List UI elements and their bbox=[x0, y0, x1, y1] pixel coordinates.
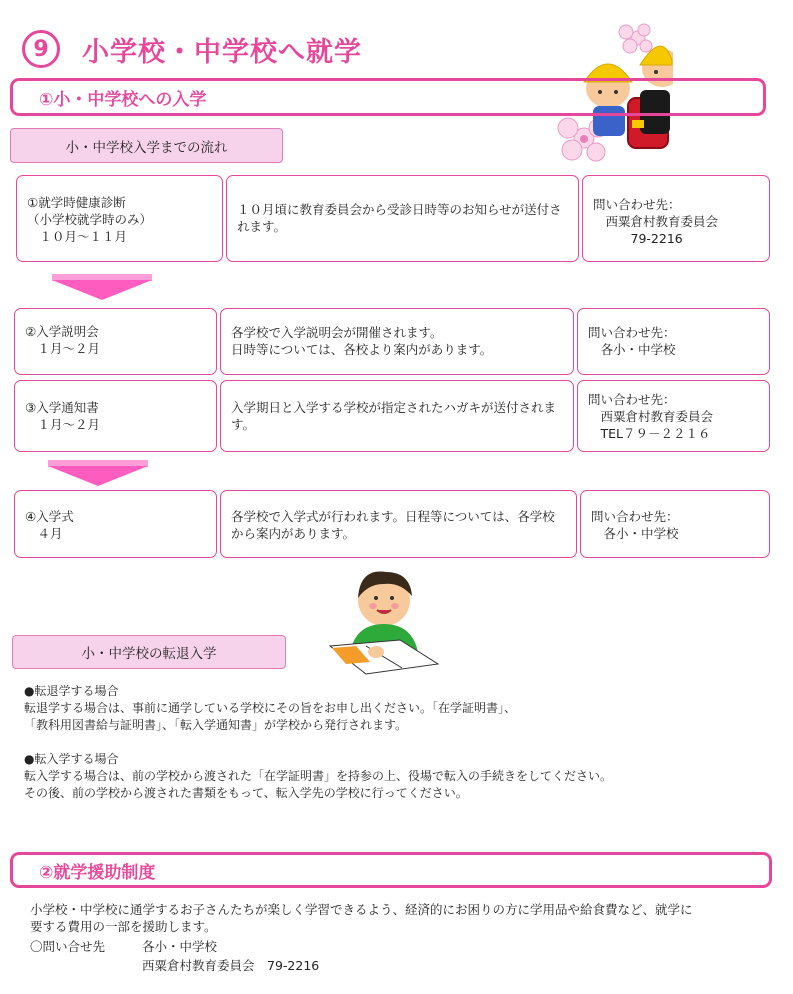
row4-description: 各学校で入学式が行われます。日程等については、各学校から案内があります。 bbox=[220, 490, 577, 558]
row1-description: １０月頃に教育委員会から受診日時等のお知らせが送付されます。 bbox=[226, 175, 579, 262]
row4-contact: 問い合わせ先： 各小・中学校 bbox=[580, 490, 770, 558]
row4-step: ④入学式 ４月 bbox=[14, 490, 217, 558]
section-number-badge bbox=[22, 30, 60, 68]
row3-contact: 問い合わせ先： 西粟倉村教育委員会 TEL７９－２２１６ bbox=[577, 380, 770, 452]
transfer-text: ●転退学する場合 転退学する場合は、事前に通学している学校にその旨をお申し出ください。「在学証明書」、 「教科用図書給与証明書」、「転入学通知書」が学校から発行されます。 ●転入学する場合 転入学する場合は、前の学校から渡された「在学証明書」を持参の上、役場で転入の手続きをしてください。 その後、前の学校から渡された書類をもって、転入学先の学校に行ってください。 bbox=[24, 684, 613, 800]
row2-contact: 問い合わせ先： 各小・中学校 bbox=[577, 308, 770, 375]
row1-contact: 問い合わせ先： 西粟倉村教育委員会 79-2216 bbox=[582, 175, 770, 262]
flow-subheading: 小・中学校入学までの流れ bbox=[10, 128, 283, 163]
transfer-subheading: 小・中学校の転退入学 bbox=[12, 635, 286, 669]
studying-boy-illustration bbox=[326, 562, 444, 680]
flow-arrow-down-icon bbox=[48, 466, 148, 486]
page-title: 小学校・中学校へ就学 bbox=[82, 37, 362, 68]
row2-step: ②入学説明会 １月～２月 bbox=[14, 308, 217, 375]
flow-arrow-down-icon bbox=[52, 280, 152, 300]
support-text: 小学校・中学校に通学するお子さんたちが楽しく学習できるよう、経済的にお困りの方に学用品や給食費など、就学に 要する費用の一部を援助します。 bbox=[30, 902, 693, 934]
row1-step: ①就学時健康診断 （小学校就学時のみ） １０月～１１月 bbox=[16, 175, 223, 262]
support-contact-schools: 各小・中学校 bbox=[142, 939, 218, 954]
row3-step: ③入学通知書 １月～２月 bbox=[14, 380, 217, 452]
section-number: 9 bbox=[33, 36, 49, 62]
row2-description: 各学校で入学説明会が開催されます。 日時等については、各校より案内があります。 bbox=[220, 308, 574, 375]
support-contact-board: 西粟倉村教育委員会 79-2216 bbox=[142, 958, 320, 973]
section-heading-support: ②就学援助制度 bbox=[10, 852, 772, 888]
section-heading-enrollment: ①小・中学校への入学 bbox=[10, 78, 766, 116]
support-contact-label: 〇問い合せ先 bbox=[30, 939, 106, 954]
row3-description: 入学期日と入学する学校が指定されたハガキが送付されます。 bbox=[220, 380, 574, 452]
